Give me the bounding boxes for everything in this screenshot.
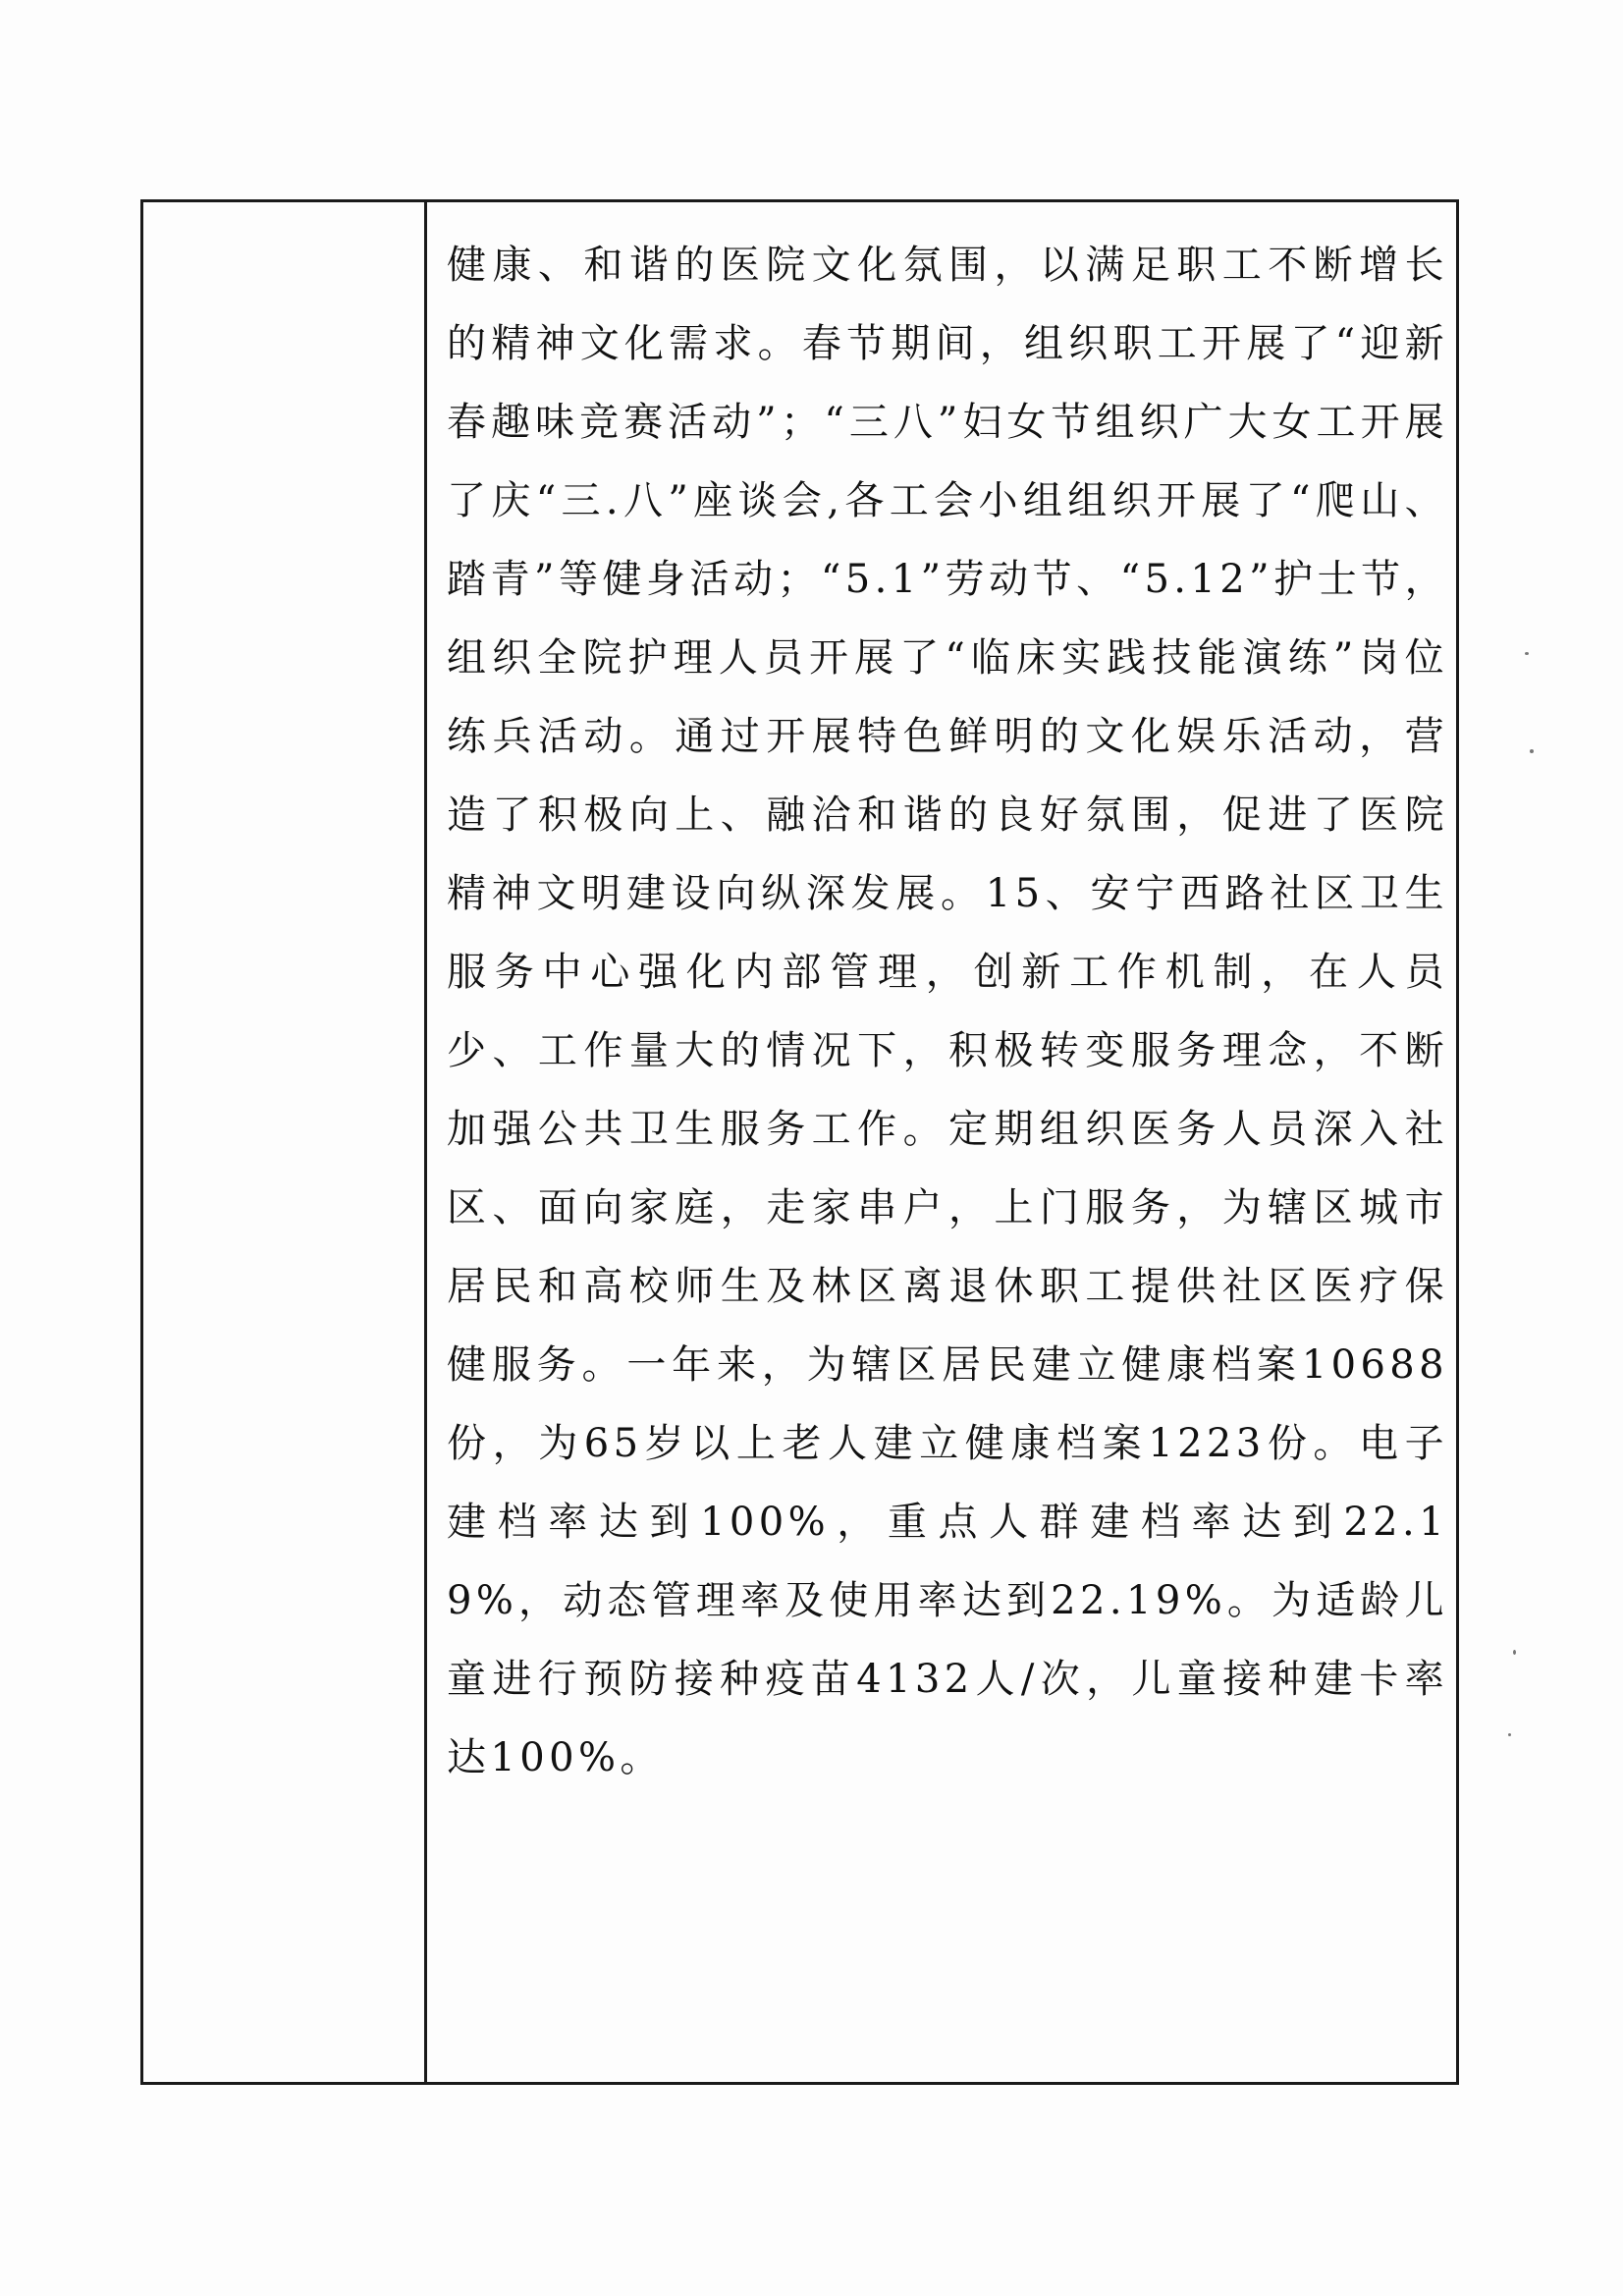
scan-speck — [1513, 1650, 1516, 1655]
content-column-cell — [427, 202, 1456, 2082]
scan-speck — [1525, 652, 1529, 655]
body-paragraph: 健康、和谐的医院文化氛围，以满足职工不断增长的精神文化需求。春节期间，组织职工开展了“迎新春趣味竞赛活动”；“三八”妇女节组织广大女工开展了庆“三.八”座谈会,各工会小组组织开展了“爬山、踏青”等健身活动；“5.1”劳动节、“5.12”护士节，组织全院护理人员开展了“临床实践技能演练”岗位练兵活动。通过开展特色鲜明的文化娱乐活动，营造了积极向上、融洽和谐的良好氛围，促进了医院精神文明建设向纵深发展。15、安宁西路社区卫生服务中心强化内部管理，创新工作机制，在人员少、工作量大的情况下，积极转变服务理念，不断加强公共卫生服务工作。定期组织医务人员深入社区、面向家庭，走家串户，上门服务，为辖区城市居民和高校师生及林区离退休职工提供社区医疗保健服务。一年来，为辖区居民建立健康档案10688份，为65岁以上老人建立健康档案1223份。电子建档率达到100%，重点人群建档率达到22.19%，动态管理率及使用率达到22.19%。为适龄儿童进行预防接种疫苗4132人/次，儿童接种建卡率达100%。 — [447, 243, 1448, 1780]
scan-speck — [1530, 749, 1534, 753]
label-column-cell — [143, 202, 427, 2082]
form-table — [140, 199, 1459, 2085]
scan-speck — [1508, 1733, 1511, 1736]
